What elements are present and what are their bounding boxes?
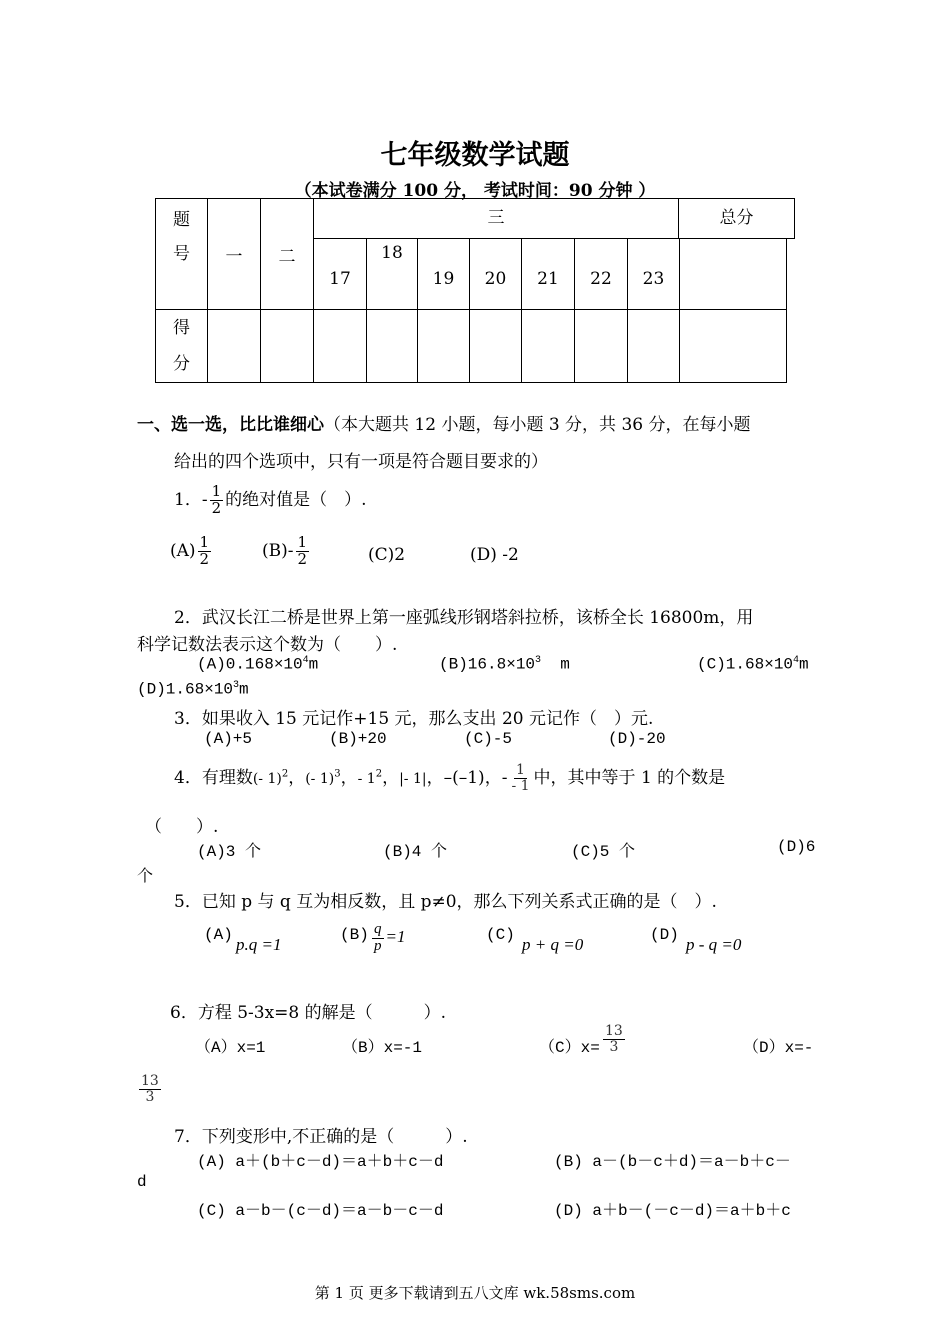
q6-optD-fraction [139, 1074, 161, 1104]
q2-optD-exp: 3 [233, 680, 240, 691]
sub-col-17: 17 [313, 238, 367, 310]
q5-option-c-label: (C) [486, 926, 515, 944]
q2-optB-exp: 3 [535, 655, 542, 666]
q2-optC-text: (C)1.68×10 [697, 655, 794, 674]
q1-option-c: (C)2 [368, 545, 406, 565]
q5-option-d-expr: p - q =0 [686, 935, 742, 954]
q1-neg: - [201, 489, 208, 510]
q5-option-a-label: (A) [204, 926, 233, 944]
q7-option-b-cont: d [137, 1173, 147, 1191]
q1-option-d: (D) -2 [470, 545, 519, 565]
q5-option-b-expr [370, 922, 405, 955]
q2-stem-line1: 2．武汉长江二桥是世界上第一座弧线形钢塔斜拉桥，该桥全长 16800m，用 [174, 608, 754, 628]
q2-optB-unit: m [541, 655, 570, 674]
q4-term6-den: - 1 [511, 778, 530, 794]
section1-heading-cont: 给出的四个选项中，只有一项是符合题目要求的） [174, 452, 548, 472]
col-two-header: 二 [260, 198, 314, 310]
q5-optB-rest: =1 [385, 927, 406, 947]
label-char: 题 [173, 210, 190, 230]
q5-optB-num: q [374, 921, 382, 937]
question-number-label [155, 198, 208, 310]
score-cell [574, 309, 628, 383]
sub-col-21: 21 [521, 238, 575, 310]
exam-subtitle: （本试卷满分 100 分， 考试时间：90 分钟 ） [294, 181, 656, 201]
q2-stem-line2: 科学记数法表示这个数为（ ）. [137, 635, 398, 655]
q6-option-a: （A）x=1 [195, 1039, 266, 1057]
q1-optB-den: 2 [297, 549, 308, 568]
section1-heading-rest: （本大题共 12 小题，每小题 3 分，共 36 分，在每小题 [324, 415, 751, 435]
label-char: 得 [173, 318, 190, 338]
q1-option-a [170, 535, 213, 568]
sub-col-19: 19 [417, 238, 470, 310]
score-cell [207, 309, 261, 383]
score-cell [627, 309, 680, 383]
q1-optA-den: 2 [199, 549, 210, 568]
sub-col-18: 18 [366, 238, 418, 310]
q4-term5: –(–1)， [443, 768, 502, 788]
q2-optA-exp: 4 [302, 655, 309, 666]
score-cell [417, 309, 470, 383]
q2-optD-text: (D)1.68×10 [137, 680, 234, 699]
q2-optC-exp: 4 [793, 655, 800, 666]
q6-optC-fraction [603, 1024, 625, 1054]
q1-optA-fraction [198, 535, 212, 568]
q6-optD-num: 13 [141, 1073, 159, 1089]
q7-option-b: (B) a－(b－c＋d)＝a－b＋c－ [554, 1153, 791, 1171]
q4-suffix: 中，其中等于 1 的个数是 [533, 768, 726, 788]
score-cell [469, 309, 522, 383]
q2-optC-unit: m [799, 655, 809, 674]
q2-optA-unit: m [308, 655, 319, 674]
score-cell-total [679, 309, 787, 383]
col-three-header: 三 [313, 198, 679, 239]
q1-optA-label: (A) [170, 540, 196, 561]
q2-optD-unit: m [239, 680, 249, 699]
page-title: 七年级数学试题 [380, 140, 570, 171]
q4-stem [174, 763, 725, 794]
label-char: 分 [173, 354, 190, 374]
q2-option-b [439, 655, 570, 673]
q1-optB-neg: - [287, 540, 294, 561]
q3-stem: 3．如果收入 15 元记作+15 元，那么支出 20 元记作（ ）元. [174, 709, 654, 729]
q1-optB-fraction [296, 535, 310, 568]
q4-term6-fraction [509, 763, 531, 793]
q5-option-c-expr: p + q =0 [522, 935, 584, 954]
q6-optD-den: 3 [145, 1088, 155, 1105]
q4-term2-exp: 3 [334, 768, 341, 780]
q5-optB-den: p [374, 937, 382, 954]
q2-optB-text: (B)16.8×10 [439, 655, 536, 674]
q5-optB-fraction [372, 922, 384, 955]
q7-option-c: (C) a－b－(c－d)＝a－b－c－d [197, 1202, 444, 1220]
q2-option-a [197, 655, 318, 673]
q6-option-d: （D）x=- [743, 1039, 814, 1057]
q7-stem: 7．下列变形中,不正确的是（ ）. [174, 1127, 468, 1147]
q6-option-c [539, 1034, 600, 1057]
q1-fraction [210, 484, 224, 517]
score-label [155, 309, 208, 383]
q1-num: 1 [211, 482, 222, 500]
q2-option-c [697, 655, 809, 673]
q4-option-d: (D)6 [777, 838, 816, 856]
q6-optC-num: 13 [605, 1023, 623, 1039]
q4-prefix: 4．有理数 [174, 768, 253, 788]
q2-optA-text: (A)0.168×10 [197, 655, 303, 674]
q6-option-d-fraction [137, 1074, 163, 1104]
q5-option-b-label: (B) [340, 926, 369, 944]
section1-heading-bold: 一、选一选，比比谁细心 [137, 415, 324, 435]
col-total-header: 总分 [678, 198, 795, 239]
q2-option-d [137, 680, 249, 698]
q1-optA-num: 1 [199, 533, 210, 551]
q7-option-d: (D) a＋b－(－c－d)＝a＋b＋c [554, 1202, 791, 1220]
q6-option-c-fraction [601, 1024, 627, 1054]
q4-term6-num: 1 [516, 762, 525, 779]
q6-optC-den: 3 [609, 1038, 619, 1055]
q4-option-d-cont: 个 [137, 868, 154, 886]
q3-option-c: (C)-5 [464, 730, 513, 748]
score-cell [313, 309, 367, 383]
score-cell [260, 309, 314, 383]
section1-heading [137, 410, 751, 435]
q1-prefix: 1． [174, 489, 202, 510]
q4-option-b: (B)4 个 [383, 843, 448, 861]
q4-sep: ， [426, 768, 444, 788]
col-one-header: 一 [207, 198, 261, 310]
q4-option-c: (C)5 个 [571, 843, 636, 861]
q6-stem: 6．方程 5-3x=8 的解是（ ）. [170, 1003, 447, 1023]
q4-term3-exp: 2 [375, 768, 383, 780]
score-cell [366, 309, 418, 383]
q4-term1: (- 1) [252, 771, 282, 787]
q4-term4: |- 1| [399, 771, 427, 787]
q4-term2: (- 1) [305, 771, 335, 787]
q4-paren: （ ）. [145, 817, 219, 837]
q3-option-a: (A)+5 [204, 730, 253, 748]
q4-option-a: (A)3 个 [197, 843, 262, 861]
q1-option-b [262, 535, 311, 568]
q1-optB-label: (B) [262, 540, 288, 561]
q6-option-b: （B）x=-1 [342, 1039, 423, 1057]
q5-option-d-label: (D) [650, 926, 679, 944]
q1-optB-num: 1 [297, 533, 308, 551]
q5-stem: 5．已知 p 与 q 互为相反数，且 p≠0，那么下列关系式正确的是（ ）. [174, 892, 717, 912]
sub-col-20: 20 [469, 238, 522, 310]
q3-option-d: (D)-20 [608, 730, 666, 748]
q3-option-b: (B)+20 [329, 730, 387, 748]
q7-option-a: (A) a＋(b＋c－d)＝a＋b＋c－d [197, 1153, 444, 1171]
page-footer: 第 1 页 更多下载请到五八文库 wk.58sms.com [314, 1284, 636, 1302]
q1-den: 2 [211, 498, 222, 517]
q4-term6-neg: - [501, 768, 508, 788]
q5-option-a-expr: p.q =1 [236, 935, 282, 954]
q4-sep: ， [288, 768, 306, 788]
label-char: 号 [173, 244, 190, 264]
q4-term1-exp: 2 [281, 768, 289, 780]
q4-sep: ， [340, 768, 358, 788]
q6-optC-text: （C）x= [539, 1039, 600, 1057]
q4-sep: ， [382, 768, 400, 788]
question-1 [174, 484, 367, 517]
total-header-blank [679, 238, 787, 310]
sub-col-22: 22 [574, 238, 628, 310]
sub-col-23: 23 [627, 238, 680, 310]
score-cell [521, 309, 575, 383]
q4-term3: - 1 [357, 771, 376, 787]
q1-suffix: 的绝对值是（ ）. [225, 489, 367, 510]
